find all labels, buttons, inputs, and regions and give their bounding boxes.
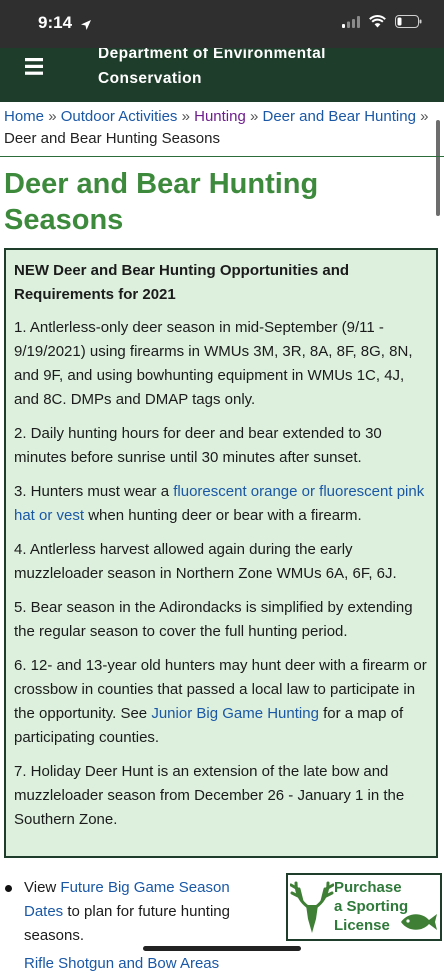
list-item-future-dates (24, 876, 246, 948)
notice-item-3-text: 3. Hunters must wear a (14, 483, 174, 500)
notice-item-6-text-end: for a map of participating counties. (14, 705, 404, 746)
future-big-game-season-dates-link[interactable]: Future Big Game Season Dates (24, 879, 230, 920)
breadcrumb (4, 106, 434, 150)
home-indicator[interactable] (143, 946, 301, 951)
fish-icon (398, 909, 438, 935)
status-time: 9:14 (38, 13, 73, 32)
purchase-license-button[interactable] (286, 873, 442, 941)
license-button-label: Purchase a Sporting License (334, 879, 409, 934)
notice-item-1: 1. Antlerless-only deer season in mid-September (9/11 - 9/19/2021) using firearms in WMUs 3M, 3R, 8A, 8F, 8G, 8N, and 9F, and using bowhunting equipment in WMUs 1C, 4J, and 8C. DMPs and DMAP tags only. (14, 319, 413, 408)
location-arrow-icon (80, 19, 92, 31)
notice-item-7: 7. Holiday Deer Hunt is an extension of the late bow and muzzleloader season from December 26 - January 1 in the Southern Zone. (14, 763, 405, 828)
scrollbar-thumb[interactable] (436, 120, 440, 216)
status-icons (342, 15, 422, 28)
deer-antlers-icon (290, 877, 334, 937)
notice-item-4: 4. Antlerless harvest allowed again during the early muzzleloader season in Northern Zone WMUs 6A, 6F, 6J. (14, 541, 397, 582)
breadcrumb-outdoor-activities[interactable]: Outdoor Activities (60, 108, 178, 125)
notice-item-5: 5. Bear season in the Adirondacks is simplified by extending the regular season to cover the full hunting period. (14, 599, 413, 640)
junior-big-game-hunting-link[interactable]: Junior Big Game Hunting (151, 705, 319, 722)
site-header (0, 48, 444, 102)
notice-heading: NEW Deer and Bear Hunting Opportunities and Requirements for 2021 (14, 262, 350, 303)
hamburger-menu-icon[interactable] (25, 58, 43, 75)
wifi-icon (369, 15, 386, 28)
status-bar (0, 0, 444, 48)
battery-icon (395, 15, 422, 28)
org-name[interactable]: Department of Environmental Conservation (98, 48, 326, 87)
bullet-icon (5, 885, 12, 892)
list-item-next-partial[interactable]: Rifle Shotgun and Bow Areas (24, 955, 220, 972)
notice-item-3 (14, 480, 430, 528)
notice-item-3-text-end: when hunting deer or bear with a firearm. (84, 507, 362, 524)
list-item-text: View (24, 879, 61, 896)
page-title: Deer and Bear Hunting Seasons (4, 168, 319, 236)
notice-item-2: 2. Daily hunting hours for deer and bear extended to 30 minutes before sunrise until 30 minutes after sunset. (14, 425, 382, 466)
breadcrumb-separator: » (249, 108, 259, 125)
cellular-signal-icon (342, 16, 360, 28)
new-opportunities-notice (4, 248, 438, 858)
divider (0, 156, 444, 157)
breadcrumb-separator: » (48, 108, 57, 125)
breadcrumb-separator: » (181, 108, 190, 125)
breadcrumb-hunting[interactable]: Hunting (194, 108, 246, 125)
notice-item-6-text: 6. 12- and 13-year old hunters may hunt deer with a firearm or crossbow in counties that passed a local law to participate in the opportunity. See (14, 657, 427, 722)
breadcrumb-separator: » (420, 108, 429, 125)
breadcrumb-home[interactable]: Home (4, 108, 45, 125)
notice-item-6 (14, 654, 430, 750)
fluorescent-hat-vest-link[interactable]: fluorescent orange or fluorescent pink hat or vest (14, 483, 425, 524)
breadcrumb-deer-and-bear-hunting[interactable]: Deer and Bear Hunting (262, 108, 416, 125)
list-item-text-end: to plan for future hunting seasons. (24, 903, 230, 944)
breadcrumb-current: Deer and Bear Hunting Seasons (4, 130, 220, 147)
